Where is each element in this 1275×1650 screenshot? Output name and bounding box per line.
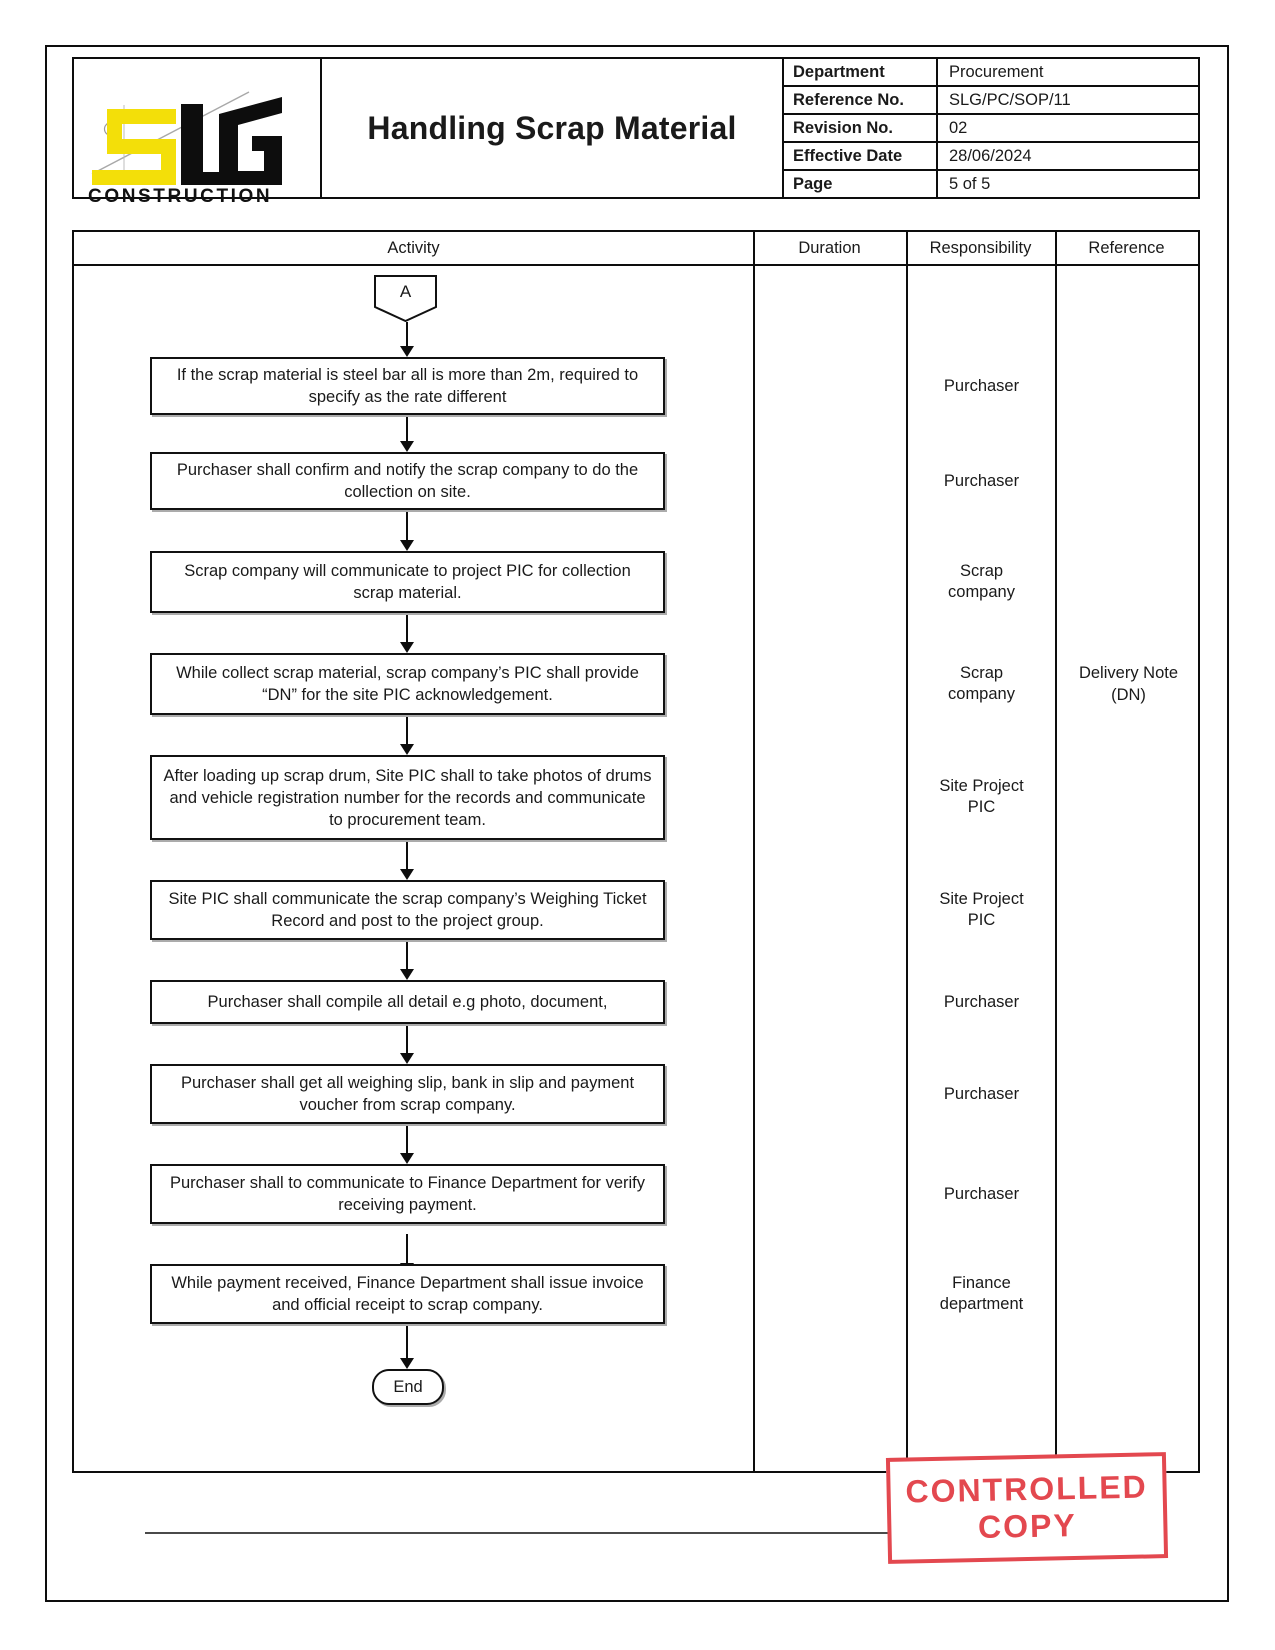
process-step-box: Scrap company will communicate to project PIC for collection scrap material.	[150, 551, 665, 613]
meta-row-revision-no	[784, 115, 1198, 143]
stamp-line-2: COPY	[977, 1506, 1078, 1546]
responsibility-text: Purchaser	[943, 471, 1020, 490]
logo-cell	[74, 59, 322, 205]
meta-row-reference-no	[784, 87, 1198, 115]
process-step-box: Purchaser shall compile all detail e.g photo, document,	[150, 980, 665, 1024]
process-step-box: Purchaser shall get all weighing slip, bank in slip and payment voucher from scrap company.	[150, 1064, 665, 1124]
responsibility-text: Scrap company	[948, 664, 1015, 703]
responsibility-entry	[908, 978, 1055, 1026]
responsibility-text: Site Project PIC	[939, 890, 1024, 929]
process-step-box: While collect scrap material, scrap company’s PIC shall provide “DN” for the site PIC acknowledgement.	[150, 653, 665, 715]
meta-value: 02	[949, 118, 968, 137]
responsibility-text: Purchaser	[943, 992, 1020, 1011]
column-header-activity: Activity	[387, 238, 440, 257]
logo-letter-l	[181, 104, 219, 185]
meta-label: Reference No.	[784, 87, 938, 113]
reference-text: Delivery Note (DN)	[1078, 664, 1179, 704]
responsibility-entry	[908, 362, 1055, 410]
responsibility-entry	[908, 1070, 1055, 1118]
flow-arrow	[400, 940, 414, 980]
meta-value: 28/06/2024	[949, 146, 1032, 165]
responsibility-entry	[908, 1270, 1055, 1318]
column-header-reference: Reference	[1088, 238, 1165, 257]
meta-value: Procurement	[949, 62, 1044, 81]
responsibility-entry	[908, 558, 1055, 606]
responsibility-entry	[908, 773, 1055, 821]
logo-letter-g	[219, 97, 282, 185]
flow-arrow	[400, 415, 414, 452]
responsibility-text: Purchaser	[943, 1084, 1020, 1103]
responsibility-text: Site Project PIC	[939, 777, 1024, 816]
flow-arrow	[400, 510, 414, 551]
responsibility-entry	[908, 886, 1055, 934]
column-separator	[753, 232, 755, 1471]
process-step-box: If the scrap material is steel bar all is more than 2m, required to specify as the rate different	[150, 357, 665, 415]
flow-arrow	[400, 840, 414, 880]
process-step-box: Purchaser shall to communicate to Finance Department for verify receiving payment.	[150, 1164, 665, 1224]
flow-arrow	[400, 1124, 414, 1164]
logo-caption: CONSTRUCTION	[88, 186, 273, 205]
responsibility-text: Purchaser	[943, 376, 1020, 395]
meta-label: Page	[784, 171, 938, 197]
responsibility-text: Finance department	[939, 1274, 1024, 1313]
document-meta-table	[784, 59, 1198, 197]
meta-label: Revision No.	[784, 115, 938, 141]
responsibility-entry	[908, 457, 1055, 505]
column-separator	[1055, 232, 1057, 1471]
flow-arrow	[400, 1324, 414, 1369]
flow-arrow	[400, 715, 414, 755]
meta-label: Department	[784, 59, 938, 85]
logo-letter-s	[92, 109, 176, 185]
responsibility-entry	[908, 1170, 1055, 1218]
table-header-row	[74, 232, 1198, 266]
page-title: Handling Scrap Material	[322, 59, 784, 197]
meta-value: SLG/PC/SOP/11	[949, 90, 1071, 109]
slg-construction-logo	[86, 89, 296, 205]
meta-row-effective-date	[784, 143, 1198, 171]
procedure-table	[72, 230, 1200, 1473]
flow-arrow	[400, 613, 414, 653]
reference-entry	[1057, 660, 1200, 708]
document-header	[72, 57, 1200, 205]
flow-arrow	[400, 322, 414, 357]
offpage-connector-a	[374, 275, 437, 322]
column-header-responsibility: Responsibility	[929, 238, 1032, 257]
column-header-duration: Duration	[798, 238, 861, 257]
controlled-copy-stamp	[886, 1452, 1168, 1564]
flow-arrow	[400, 1024, 414, 1064]
stamp-line-1: CONTROLLED	[905, 1468, 1149, 1510]
responsibility-entry	[908, 660, 1055, 708]
process-step-box: Site PIC shall communicate the scrap company’s Weighing Ticket Record and post to the project group.	[150, 880, 665, 940]
process-step-box: While payment received, Finance Department shall issue invoice and official receipt to scrap company.	[150, 1264, 665, 1324]
meta-row-department	[784, 59, 1198, 87]
responsibility-text: Purchaser	[943, 1184, 1020, 1203]
process-step-box: After loading up scrap drum, Site PIC shall to take photos of drums and vehicle registration number for the records and communicate to procurement team.	[150, 755, 665, 840]
meta-row-page	[784, 171, 1198, 197]
connector-label: A	[399, 282, 412, 301]
meta-value: 5 of 5	[949, 174, 991, 193]
meta-label: Effective Date	[784, 143, 938, 169]
process-step-box: Purchaser shall confirm and notify the scrap company to do the collection on site.	[150, 452, 665, 510]
responsibility-text: Scrap company	[948, 562, 1015, 601]
end-terminator: End	[372, 1369, 444, 1405]
